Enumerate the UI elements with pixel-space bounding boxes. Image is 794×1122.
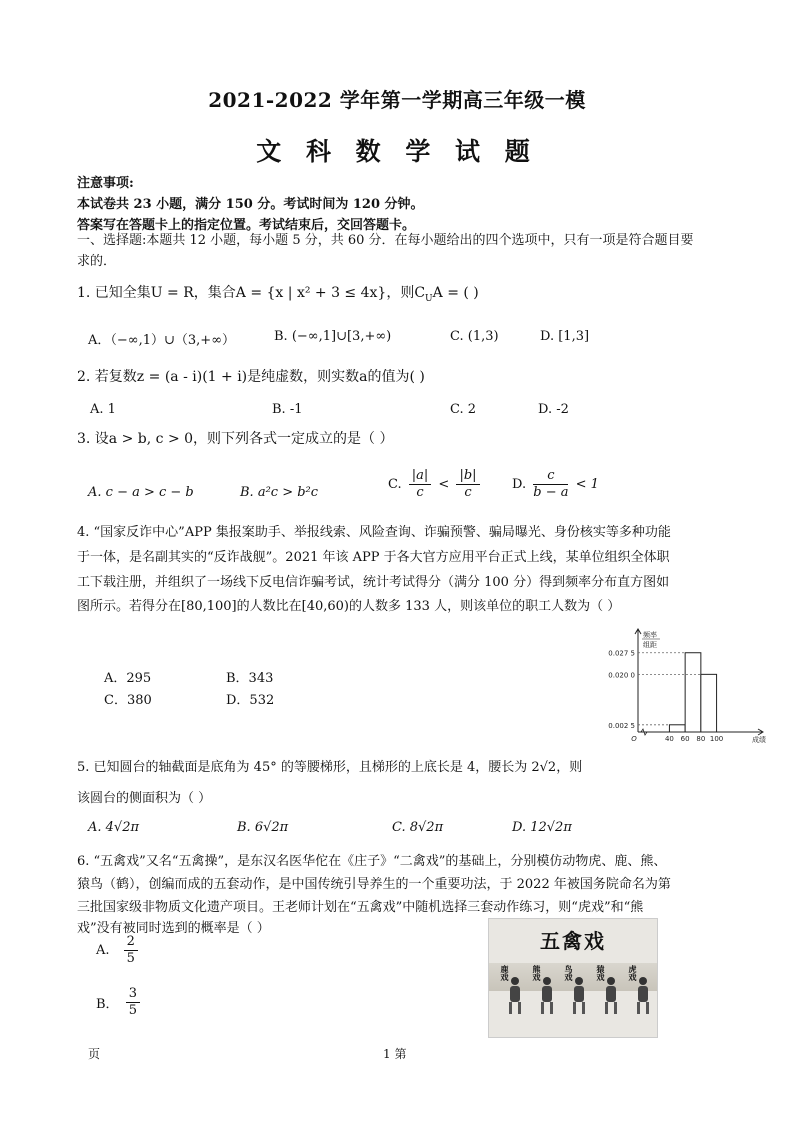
footer-page-number: 1 第 (383, 1047, 407, 1061)
fraction-numerator: 2 (124, 934, 138, 951)
fraction (409, 468, 432, 501)
wuqinxi-figure-label: 虎戏 (628, 965, 638, 981)
question-5-option-d: D. 12√2π (512, 820, 572, 835)
question-2-option-a: A. 1 (90, 402, 116, 417)
question-4-line-3: 工下载注册，并组织了一场线下反电信诈骗考试，统计考试得分（满分 100 分）得到频率分布直方图如 (77, 575, 670, 590)
wuqinxi-illustration (488, 918, 658, 1038)
relation: < (438, 477, 450, 492)
fraction-numerator: 3 (126, 986, 140, 1003)
wuqinxi-figure (497, 963, 525, 1037)
y-axis-label-top: 频率 (643, 631, 657, 639)
notice-line-1: 本试卷共 23 小题，满分 150 分。考试时间为 120 分钟。 (77, 197, 424, 212)
question-3-stem: 3. 设a > b, c > 0，则下列各式一定成立的是（ ） (77, 431, 394, 447)
figure-silhouette (541, 977, 553, 1017)
fraction-denominator: c (464, 485, 472, 500)
relation: < 1 (575, 477, 599, 492)
wuqinxi-figure-label: 熊戏 (532, 965, 542, 981)
fraction (456, 468, 479, 501)
wuqinxi-title: 五禽戏 (540, 929, 606, 953)
histogram-svg (598, 628, 768, 746)
histogram-bar (701, 674, 717, 732)
question-6-option-b-label: B． (96, 997, 119, 1012)
question-2-option-d: D. -2 (538, 402, 569, 417)
question-5-option-a: A. 4√2π (88, 820, 140, 835)
histogram-bar (669, 725, 685, 732)
wuqinxi-figure-label: 鹿戏 (500, 965, 510, 981)
x-tick-label: O (631, 735, 637, 743)
fraction-numerator: c (533, 468, 568, 485)
y-tick-label: 0.020 0 (608, 671, 635, 680)
figure-silhouette (509, 977, 521, 1017)
figures-row (489, 963, 657, 1037)
question-4-line-1: 4. “国家反诈中心”APP 集报案助手、举报线索、风险查询、诈骗预警、骗局曝光、身份核实等多种功能 (77, 525, 671, 540)
question-3-option-d-label: D. (512, 477, 527, 492)
section-intro-2: 求的． (77, 254, 117, 269)
question-6-line-4: 戏”没有被同时选到的概率是（ ） (77, 921, 270, 936)
wuqinxi-figure (593, 963, 621, 1037)
question-6-line-1: 6. “五禽戏”又名“五禽操”，是东汉名医华佗在《庄子》“二禽戏”的基础上，分别模仿动物虎、鹿、熊、 (77, 854, 667, 869)
question-3-option-b: B. a²c > b²c (240, 485, 319, 500)
notice-line-2: 答案写在答题卡上的指定位置。考试结束后，交回答题卡。 (77, 218, 416, 233)
question-5-line-2: 该圆台的侧面积为（ ） (77, 791, 212, 806)
x-tick-label: 60 (680, 735, 690, 743)
fraction-denominator: c (416, 485, 424, 500)
question-6-option-b (96, 986, 143, 1019)
wuqinxi-figure (561, 963, 589, 1037)
x-tick-label: 80 (696, 735, 706, 743)
fraction (533, 468, 568, 501)
fraction-denominator: 5 (126, 951, 135, 966)
question-1-stem (77, 282, 479, 310)
exam-subtitle: 文 科 数 学 试 题 (256, 137, 538, 166)
y-tick-label: 0.002 5 (608, 721, 635, 730)
frequency-histogram (598, 628, 768, 746)
figure-silhouette (573, 977, 585, 1017)
question-6-line-2: 猿鸟（鹤），创编而成的五套动作，是中国传统引导养生的一个重要功法，于 2022 年被国务院命名为第 (77, 877, 671, 892)
question-1-stem-end: A = ( ) (432, 285, 479, 301)
question-6-option-a-label: A. (96, 943, 110, 958)
question-6-option-a (96, 934, 141, 967)
fraction-numerator: |b| (456, 468, 479, 485)
notice-heading: 注意事项: (77, 176, 134, 191)
histogram-bar (685, 653, 701, 732)
y-axis-label-bottom: 组距 (643, 641, 657, 649)
question-4-line-4: 图所示。若得分在[80,100]的人数比在[40,60)的人数多 133 人，则该单位的职工人数为（ ） (77, 599, 621, 614)
question-3-option-c (388, 468, 483, 501)
question-3-option-c-label: C. (388, 477, 402, 492)
question-4-option-d: D．532 (226, 693, 275, 708)
question-5-option-b: B. 6√2π (237, 820, 289, 835)
question-1-option-d: D. [1,3] (540, 329, 590, 344)
question-1-stem-text: 1. 已知全集U = R，集合A = {x | x² + 3 ≤ 4x}，则C (77, 285, 426, 301)
fraction-denominator: b − a (533, 485, 569, 500)
question-5-option-c: C. 8√2π (392, 820, 444, 835)
figure-silhouette (637, 977, 649, 1017)
x-tick-label: 40 (664, 735, 674, 743)
question-2-stem: 2. 若复数z = (a - i)(1 + i)是纯虚数，则实数a的值为( ) (77, 369, 425, 385)
question-1-option-c: C. (1,3) (450, 329, 499, 344)
footer-left: 页 (88, 1047, 101, 1061)
fraction-denominator: 5 (128, 1003, 137, 1018)
section-intro-1: 一、选择题:本题共 12 小题，每小题 5 分，共 60 分．在每小题给出的四个选项中，只有一项是符合题目要 (77, 233, 694, 248)
question-4-option-a: A．295 (104, 671, 152, 686)
fraction (124, 934, 138, 967)
question-1-sub: U (425, 293, 433, 304)
question-3-option-a: A. c − a > c − b (88, 485, 194, 500)
question-4-option-b: B．343 (226, 671, 274, 686)
question-1-option-b: B. (−∞,1]∪[3,+∞) (274, 329, 392, 344)
x-tick-label: 100 (709, 735, 724, 743)
y-tick-label: 0.027 5 (608, 649, 635, 658)
question-5-line-1: 5. 已知圆台的轴截面是底角为 45° 的等腰梯形，且梯形的上底长是 4，腰长为 2√2，则 (77, 760, 583, 775)
question-1-option-a: A．（−∞,1）∪（3,+∞） (88, 333, 236, 348)
question-2-option-c: C. 2 (450, 402, 477, 417)
question-6-line-3: 三批国家级非物质文化遗产项目。王老师计划在“五禽戏”中随机选择三套动作练习，则“虎戏”和“熊 (77, 900, 644, 915)
question-4-option-c: C．380 (104, 693, 152, 708)
question-3-option-d (512, 468, 599, 501)
wuqinxi-figure-label: 鸟戏 (564, 965, 574, 981)
wuqinxi-figure (529, 963, 557, 1037)
question-4-line-2: 于一体，是名副其实的“反诈战舰”。2021 年该 APP 于各大官方应用平台正式上线，某单位组织全体职 (77, 550, 670, 565)
wuqinxi-figure (625, 963, 653, 1037)
fraction-numerator: |a| (409, 468, 432, 485)
fraction (126, 986, 140, 1019)
question-2-option-b: B. -1 (272, 402, 303, 417)
wuqinxi-figure-label: 猿戏 (596, 965, 606, 981)
x-axis-label: 成绩 (752, 736, 766, 744)
figure-silhouette (605, 977, 617, 1017)
exam-title: 2021-2022 学年第一学期高三年级一模 (208, 88, 586, 112)
